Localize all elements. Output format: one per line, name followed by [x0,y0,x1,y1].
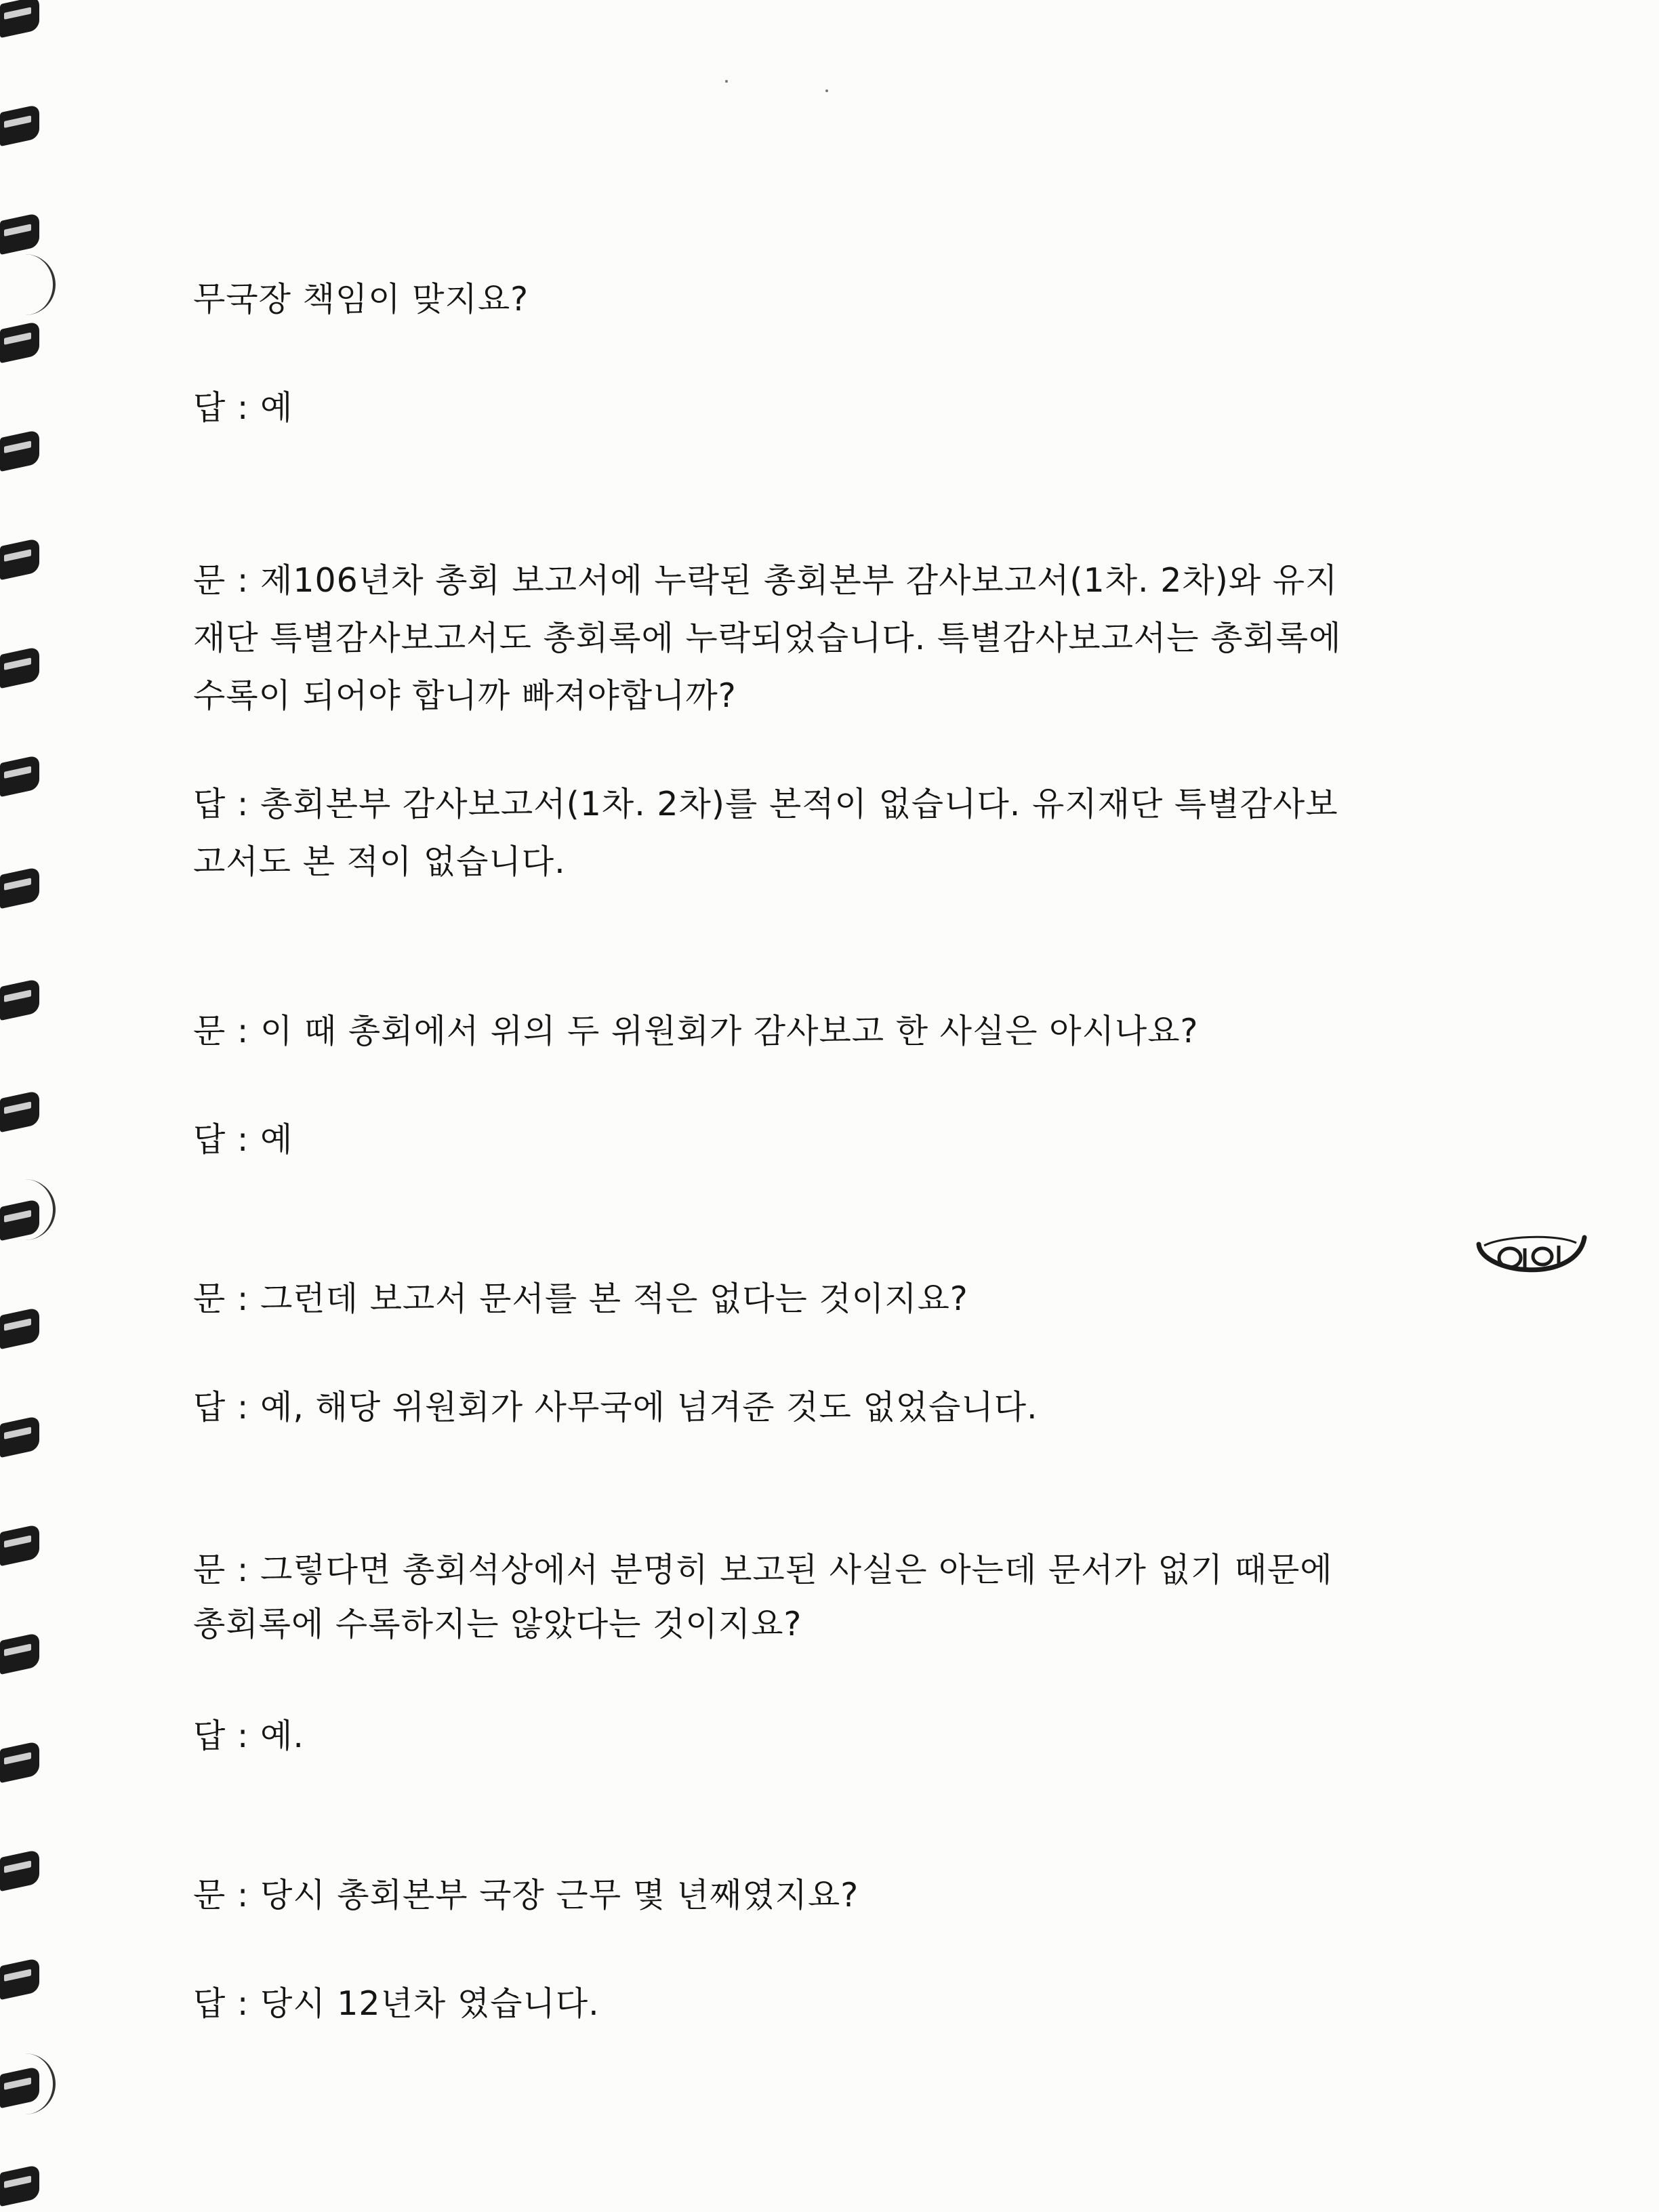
paper-speck [725,80,728,83]
binding-coil [0,755,39,797]
binding-coil [0,1307,39,1349]
question-line: 문 : 당시 총회본부 국장 근무 몇 년째였지요? [193,1876,859,1914]
answer-line: 답 : 예, 해당 위원회가 사무국에 넘겨준 것도 없었습니다. [193,1388,1038,1427]
binding-coil [0,1849,39,1891]
binding-coil [0,867,39,909]
answer-line: 답 : 총회본부 감사보고서(1차. 2차)를 본적이 없습니다. 유지재단 특별감사보 [193,785,1338,823]
answer-line: 답 : 예 [193,1120,293,1159]
binding-coil [0,647,39,689]
binding-coil [0,979,39,1021]
binding-hole [12,254,56,315]
binding-coil [0,1416,39,1458]
binding-coil [0,0,39,38]
binding-coil [0,213,39,255]
binding-coil [0,1958,39,2000]
question-line: 문 : 그런데 보고서 문서를 본 적은 없다는 것이지요? [193,1279,968,1318]
answer-line: 답 : 예 [193,388,293,427]
text-line: 총회록에 수록하지는 않았다는 것이지요? [193,1605,802,1643]
binding-coil [0,1524,39,1566]
binding-coil [0,430,39,472]
text-line: 수록이 되어야 합니까 빠져야합니까? [193,676,737,715]
binding-coil [0,1633,39,1675]
binding-coil [0,1090,39,1132]
spiral-binding [0,0,75,2212]
paper-speck [825,89,828,92]
binding-hole [12,2053,56,2114]
answer-line: 답 : 당시 12년차 였습니다. [193,1984,600,2023]
question-line: 문 : 그렇다면 총회석상에서 분명히 보고된 사실은 아는데 문서가 없기 때문에 [193,1551,1333,1589]
text-line: 고서도 본 적이 없습니다. [193,842,566,881]
binding-coil [0,104,39,146]
answer-line: 답 : 예. [193,1717,304,1755]
binding-coil [0,1741,39,1783]
binding-coil [0,321,39,363]
initials-stamp-icon [1475,1232,1589,1288]
binding-coil [0,2165,39,2207]
text-line: 재단 특별감사보고서도 총회록에 누락되었습니다. 특별감사보고서는 총회록에 [193,619,1342,657]
question-line: 문 : 이 때 총회에서 위의 두 위원회가 감사보고 한 사실은 아시나요? [193,1012,1199,1050]
question-line: 문 : 제106년차 총회 보고서에 누락된 총회본부 감사보고서(1차. 2차)와 유지 [193,561,1338,600]
binding-hole [12,1179,56,1240]
text-line: 무국장 책임이 맞지요? [193,280,529,319]
binding-coil [0,538,39,580]
